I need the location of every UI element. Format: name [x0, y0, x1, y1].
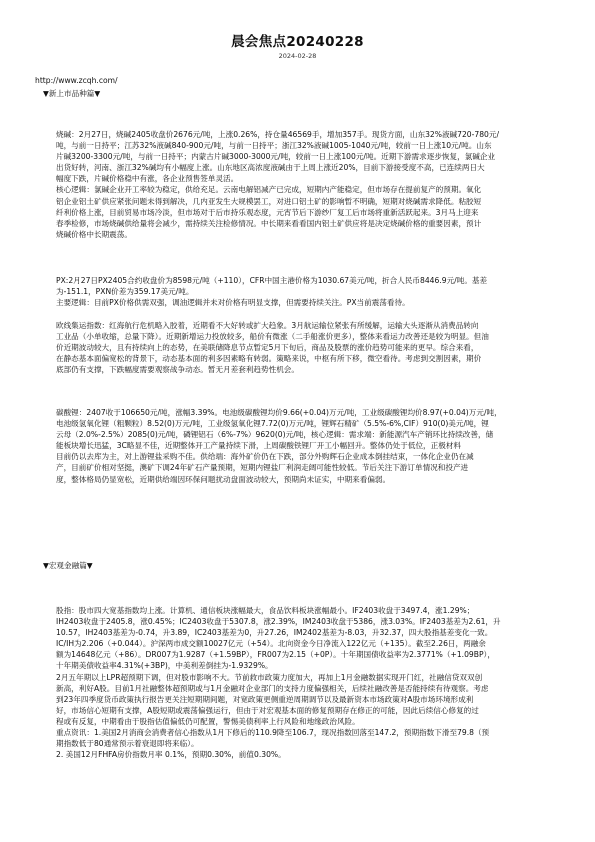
paragraph-line: 纤利价格上涨，目前贸易市场冷淡，但市场对于后市持乐观态度，元宵节后下游纱厂复工后市场将重新活跃起来。3月马上迎来	[56, 207, 479, 217]
paragraph-line: 程或有反复，中期看由于股指估值偏低仍可配置，警惕美债利率上行风险和地缘政治风险。	[56, 716, 360, 726]
section-heading-macro: ▼宏观金融篇▼	[43, 561, 93, 570]
paragraph-line: 电池级氢氧化锂（粗颗粒）8.52(0)万元/吨，工业级氢氧化锂7.72(0)万元/吨，锂辉石精矿（5.5%-6%,CIF）910(0)美元/吨，锂	[56, 419, 489, 429]
paragraph-line: 在静态基本面偏宽松的背景下，动态基本面的利多因素略有转弱。策略来说，中枢有所下移，微空看待。考虑到交割因素，期价	[56, 354, 482, 364]
section-heading-commodities: ▼新上市品种篇▼	[43, 89, 101, 98]
paragraph-container-shipping	[56, 320, 564, 375]
page-date: 2024-02-28	[278, 52, 317, 60]
paragraph-line: 出货好转，河南、浙江32%碱均有小幅度上涨。山东地区高浓度液碱由于上周上涨近20%，目前下游接受度不高，已连续两日大	[56, 163, 485, 173]
paragraph-caustic-soda	[56, 129, 564, 240]
paragraph-line: 股指：股市四大宽基指数均上涨。计算机、通信板块涨幅最大，食品饮料板块涨幅最小。IF2403收盘于3497.4，涨1.29%；	[56, 606, 475, 615]
paragraph-line: 工业品（小单收缩，总量下降）。近期新增运力投放较多，船价有微涨（二手船涨价更多），整体来看运力改善还是较为明显。但油	[56, 332, 489, 342]
paragraph-line: 春季检修，市场烧碱供给量将会减少，需持续关注检修情况。中长期来看看国内铝土矿供应将是决定烧碱价格的重要因素，预计	[56, 218, 482, 228]
paragraph-line: 烧碱价格中长期震荡。	[56, 229, 132, 239]
paragraph-line: 碳酸锂：2407收于106650元/吨，涨幅3.39%。电池级碳酸锂均价9.66(+0.04)万元/吨，工业级碳酸锂均价8.97(+0.04)万元/吨，	[56, 408, 502, 417]
paragraph-line: 主要逻辑：目前PX价格供需双强，调油逻辑并未对价格有明显支撑，但需要持续关注。PX当前震荡看待。	[56, 298, 410, 308]
paragraph-line: 期指数低于80通常预示着衰退即将来临）。	[56, 739, 199, 749]
paragraph-line: 10.57，IH2403基差为-0.74，升3.89，IC2403基差为0，升27.26，IM2402基差为-8.03，升32.37，四大股指基差变化一致。	[56, 628, 493, 638]
paragraph-line: 片碱3200-3300元/吨，与前一日持平；内蒙古片碱3000-3000元/吨，较前一日上涨100元/吨。近期下游需求逐步恢复，氯碱企业	[56, 152, 496, 162]
paragraph-line: 幅度下跌，片碱价格稳中有涨，各企业预售签单灵活。	[56, 174, 239, 184]
paragraph-line: 价近期波动较大，且有持续向上的态势，在美联储降息节点暂定5月下旬后，商品及股票的涨价趋势可能来的更早。综合来看，	[56, 343, 479, 353]
paragraph-line: 铝企业铝土矿供应紧张问题未得到解决，几内亚发生大规模罢工，对进口铝土矿的影响暂不明确，短期对烧碱需求降低。粘胶短	[56, 196, 482, 206]
paragraph-line: 欧线集运指数：红海航行危机略入胶着，近期看不大好转或扩大趋象。3月航运输位紧张有所缓解，运输大头逐渐从消费品转向	[56, 321, 479, 330]
paragraph-line: 目前仍以去库为主，对上游锂盐采购不佳。供给端：海外矿价仍在下跌，部分外购辉石企业成本倒挂结束，一体化企业仍在减	[56, 452, 474, 462]
paragraph-line: 额为14648亿元（+86）。DR007为1.9287（+1.59BP），FR007为2.15（+0P）。十年期国债收益率为2.3771%（+1.09BP），	[56, 650, 495, 660]
paragraph-line: 2. 美国12月FHFA房价指数月率 0.1%，预期0.30%，前值0.30%。	[56, 750, 286, 760]
paragraph-line: IH2403收盘于2405.8，涨0.45%；IC2403收盘于5307.8，涨2.39%，IM2403收盘于5386，涨3.03%。IF2403基差为2.61，升	[56, 617, 501, 627]
paragraph-lithium	[56, 407, 564, 485]
paragraph-line: 2月五年期以上LPR超预期下调，但对股市影响不大。节前救市政策力度加大，再加上1月金融数据实现开门红，社融信贷双双创	[56, 672, 483, 682]
paragraph-stock-index	[56, 605, 564, 760]
paragraph-line: 底部仍有支撑，下跌幅度需要观察战争动态。暂无月差套利趋势性机会。	[56, 365, 299, 375]
paragraph-line: 为-151.1，PXN价差为359.17美元/吨。	[56, 287, 194, 297]
paragraph-line: 十年期美债收益率4.31%(+3BP)，中美利差倒挂为-1.9329%。	[56, 661, 273, 671]
page-title: 晨会焦点20240228	[231, 34, 364, 50]
paragraph-line: IC/IH为2.206（+0.044）。沪深两市成交额10027亿元（+54）。北向资金今日净流入122亿元（+135）。截至2.26日，两融余	[56, 639, 486, 649]
paragraph-line: PX:2月27日PX2405合约收盘价为8598元/吨（+110），CFR中国主港价格为1030.67美元/吨，折合人民币8446.9元/吨。基差	[56, 276, 488, 285]
paragraph-line: 能板块增长迅猛，3C略显不佳，近期整体开工产量持续下滑，上周碳酸铁锂厂开工小幅回升。整体仍处于低位，正极材料	[56, 441, 462, 451]
paragraph-line: 到23年四季度货币政策执行报告更关注短期期间题，对宽政策更侧重逆周期调节以及最新资本市场政策对A股市场环境形成利	[56, 694, 474, 704]
paragraph-line: 重点资讯：1.美国2月消商会消费者信心指数从1月下修后的110.9降至106.7，现况指数回落至147.2，预期指数下滑至79.8（预	[56, 728, 490, 738]
paragraph-line: 产，目前矿价相对坚挺，澳矿下调24年矿石产量预期，短期内锂盐厂利润走阔可能性较低。节后关注下游订单情况和投产进	[56, 463, 469, 473]
paragraph-line: 云母（2.0%-2.5%）2085(0)元/吨，磷锂铝石（6%-7%）9620(0)元/吨，核心逻辑：需求端：新能源汽车产销环比持续改善，储	[56, 430, 494, 440]
paragraph-line: 吨，与前一日持平；江苏32%液碱840-900元/吨，与前一日持平；浙江32%液碱1005-1040元/吨，较前一日上涨10元/吨。山东	[56, 141, 492, 151]
paragraph-line: 度，整体格局仍显宽松，近期供给端因环保问题扰动盘面波动较大，预期尚未证实，中期来看偏弱。	[56, 474, 391, 484]
website-link[interactable]: http://www.zcqh.com/	[35, 76, 118, 85]
paragraph-line: 新高，利好A股。目前1月社融整体超预期或与1月金融对企业部门的支持力度偏强相关，后续社融改善是否能持续有待观察。考虑	[56, 683, 489, 693]
paragraph-line: 核心逻辑：氯碱企业开工率较为稳定，供给充足。云南电解铝减产已完成，短期内产能稳定，但市场存在提前复产的预期。氧化	[56, 185, 482, 195]
paragraph-line: 烧碱：2月27日，烧碱2405收盘价2676元/吨，上涨0.26%，持仓量46569手，增加357手。现货方面，山东32%液碱720-780元/	[56, 130, 500, 139]
paragraph-px	[56, 275, 564, 308]
paragraph-line: 好，市场信心短期有支撑，A股短期或震荡偏强运行，但由于对宏观基本面的修复预期存在修正的可能，因此后续信心修复的过	[56, 705, 479, 715]
